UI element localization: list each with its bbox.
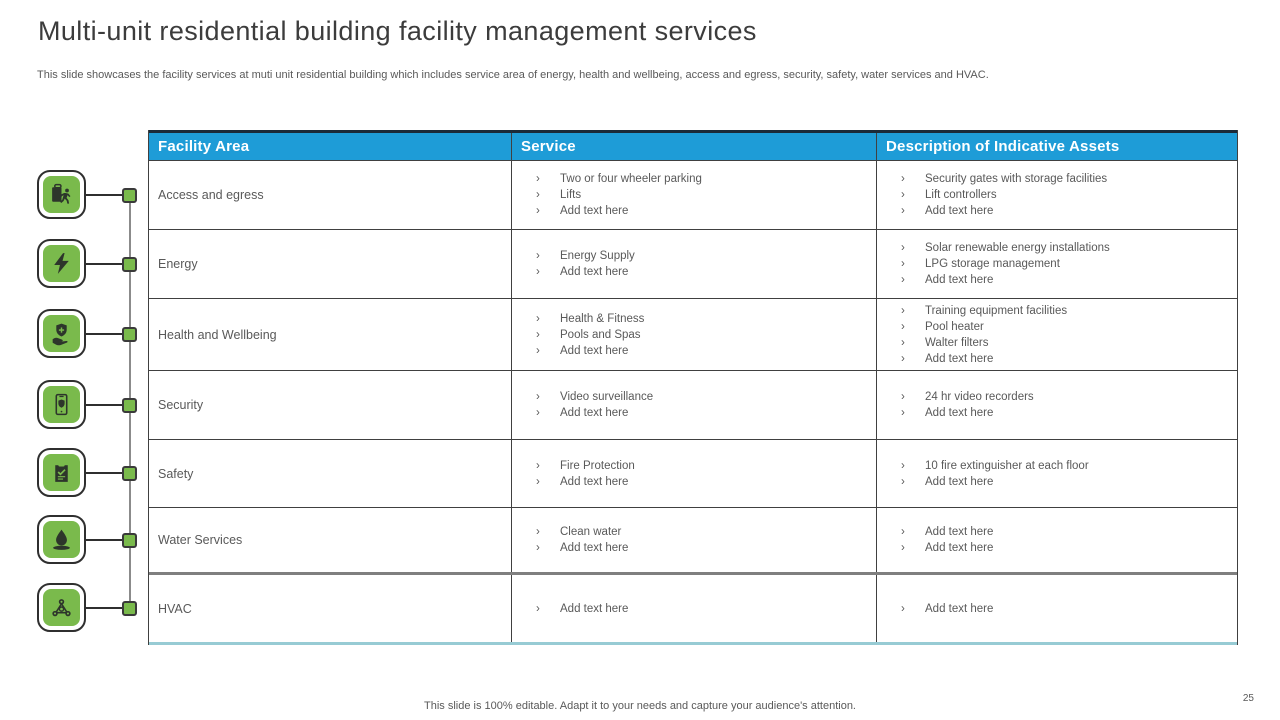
bullet-item bbox=[877, 187, 1233, 203]
rail-node bbox=[122, 398, 137, 413]
bullet-item bbox=[512, 264, 872, 280]
bullet-text: Add text here bbox=[560, 475, 629, 488]
bullet-text: Add text here bbox=[925, 407, 994, 419]
bullet-item bbox=[512, 311, 872, 327]
bullet-marker: › bbox=[536, 250, 540, 262]
bullet-item bbox=[512, 524, 872, 540]
bullet-text: Lifts bbox=[560, 189, 582, 201]
gate-person-icon bbox=[43, 176, 80, 213]
bullet-text: Add text here bbox=[560, 266, 629, 278]
bullet-marker: › bbox=[536, 542, 540, 554]
bullet-marker: › bbox=[901, 602, 905, 615]
bullet-item bbox=[877, 303, 1233, 319]
bullet-marker: › bbox=[536, 205, 540, 217]
assets-cell bbox=[876, 161, 1237, 229]
header-description: Description of Indicative Assets bbox=[876, 133, 1237, 160]
bullet-text: Health & Fitness bbox=[560, 312, 645, 325]
bullet-marker: › bbox=[901, 526, 905, 538]
connector-line bbox=[86, 607, 126, 609]
bullet-text: Add text here bbox=[925, 542, 994, 554]
bullet-item bbox=[512, 203, 872, 219]
bullet-marker: › bbox=[901, 336, 905, 349]
clipboard-check-icon bbox=[43, 454, 80, 491]
table-row bbox=[149, 371, 1237, 440]
bullet-item bbox=[512, 343, 872, 359]
bullet-item bbox=[512, 389, 872, 405]
rail-node bbox=[122, 601, 137, 616]
bullet-text: 10 fire extinguisher at each floor bbox=[925, 459, 1089, 472]
rail-node bbox=[122, 466, 137, 481]
bullet-marker: › bbox=[536, 344, 540, 357]
bullet-item bbox=[877, 389, 1233, 405]
bullet-marker: › bbox=[901, 304, 905, 317]
table-body bbox=[149, 161, 1237, 645]
facility-area-cell: Safety bbox=[158, 466, 194, 481]
bullet-text: Add text here bbox=[560, 602, 629, 615]
bullet-item bbox=[512, 474, 872, 490]
connector-line bbox=[86, 539, 126, 541]
service-cell bbox=[511, 161, 876, 229]
table-header-row bbox=[149, 130, 1237, 161]
water-drop-icon bbox=[43, 521, 80, 558]
service-cell bbox=[511, 508, 876, 572]
rail-node bbox=[122, 257, 137, 272]
header-service: Service bbox=[511, 133, 876, 160]
bullet-marker: › bbox=[901, 173, 905, 185]
facility-area-cell: Access and egress bbox=[158, 188, 264, 202]
bullet-item bbox=[877, 351, 1233, 367]
bullet-marker: › bbox=[536, 407, 540, 419]
table-row bbox=[149, 161, 1237, 230]
bullet-text: Add text here bbox=[560, 407, 629, 419]
bullet-text: Add text here bbox=[560, 205, 629, 217]
bullet-text: Training equipment facilities bbox=[925, 304, 1068, 317]
hand-shield-icon bbox=[43, 315, 80, 352]
connector-line bbox=[86, 333, 126, 335]
facility-area-cell: Water Services bbox=[158, 533, 243, 547]
rail-node bbox=[122, 533, 137, 548]
bullet-marker: › bbox=[901, 475, 905, 488]
bullet-marker: › bbox=[901, 274, 905, 286]
bullet-marker: › bbox=[536, 312, 540, 325]
bullet-text: LPG storage management bbox=[925, 258, 1060, 270]
bullet-text: Security gates with storage facilities bbox=[925, 173, 1108, 185]
bullet-text: Solar renewable energy installations bbox=[925, 242, 1110, 254]
bullet-marker: › bbox=[901, 391, 905, 403]
connector-line bbox=[86, 404, 126, 406]
water-services-icon-box bbox=[37, 515, 86, 564]
bullet-item bbox=[877, 405, 1233, 421]
assets-cell bbox=[876, 575, 1237, 642]
bullet-marker: › bbox=[901, 189, 905, 201]
assets-cell bbox=[876, 508, 1237, 572]
table-row bbox=[149, 230, 1237, 299]
slide-subtitle: This slide showcases the facility services at muti unit residential building which includes service area of energy, health and wellbeing, access and egress, security, safety, water services and HVAC. bbox=[37, 69, 989, 81]
access-and-egress-icon-box bbox=[37, 170, 86, 219]
service-cell bbox=[511, 299, 876, 370]
bullet-text: Pool heater bbox=[925, 320, 984, 333]
assets-cell bbox=[876, 371, 1237, 439]
bullet-text: Energy Supply bbox=[560, 250, 635, 262]
connector-line bbox=[86, 194, 126, 196]
bullet-text: Two or four wheeler parking bbox=[560, 173, 702, 185]
energy-icon-box bbox=[37, 239, 86, 288]
bullet-text: Add text here bbox=[925, 602, 994, 615]
hvac-system-icon bbox=[43, 589, 80, 626]
bullet-marker: › bbox=[901, 258, 905, 270]
bullet-item bbox=[512, 540, 872, 556]
bullet-marker: › bbox=[901, 459, 905, 472]
connector-line bbox=[86, 472, 126, 474]
bullet-item bbox=[877, 524, 1233, 540]
bullet-item bbox=[877, 240, 1233, 256]
bullet-item bbox=[877, 474, 1233, 490]
bullet-item bbox=[512, 248, 872, 264]
bullet-text: Walter filters bbox=[925, 336, 989, 349]
bullet-item bbox=[877, 272, 1233, 288]
hvac-icon-box bbox=[37, 583, 86, 632]
assets-cell bbox=[876, 230, 1237, 298]
table-row bbox=[149, 575, 1237, 645]
bullet-item bbox=[877, 540, 1233, 556]
bullet-text: Lift controllers bbox=[925, 189, 997, 201]
service-cell bbox=[511, 230, 876, 298]
table-row bbox=[149, 440, 1237, 508]
security-icon-box bbox=[37, 380, 86, 429]
bullet-text: Fire Protection bbox=[560, 459, 635, 472]
bullet-text: Clean water bbox=[560, 526, 622, 538]
bullet-text: Add text here bbox=[925, 526, 994, 538]
bullet-item bbox=[877, 171, 1233, 187]
header-facility-area: Facility Area bbox=[158, 138, 250, 155]
bullet-item bbox=[877, 319, 1233, 335]
facility-area-cell: Energy bbox=[158, 257, 198, 271]
safety-icon-box bbox=[37, 448, 86, 497]
bullet-text: Add text here bbox=[560, 344, 629, 357]
bullet-marker: › bbox=[536, 602, 540, 615]
bullet-text: Add text here bbox=[925, 274, 994, 286]
bullet-marker: › bbox=[536, 475, 540, 488]
connector-line bbox=[86, 263, 126, 265]
bullet-item bbox=[512, 601, 872, 617]
bullet-marker: › bbox=[536, 266, 540, 278]
facility-table bbox=[148, 130, 1238, 645]
bullet-marker: › bbox=[536, 526, 540, 538]
lightning-bolt-icon bbox=[43, 245, 80, 282]
bullet-item bbox=[512, 458, 872, 474]
service-cell bbox=[511, 575, 876, 642]
page-number: 25 bbox=[1242, 693, 1254, 704]
bullet-marker: › bbox=[901, 407, 905, 419]
footer-note: This slide is 100% editable. Adapt it to your needs and capture your audience's attention. bbox=[424, 700, 856, 712]
phone-shield-icon bbox=[43, 386, 80, 423]
bullet-marker: › bbox=[536, 189, 540, 201]
bullet-text: Pools and Spas bbox=[560, 328, 641, 341]
rail-node bbox=[122, 327, 137, 342]
bullet-item bbox=[877, 335, 1233, 351]
bullet-text: Add text here bbox=[925, 205, 994, 217]
bullet-item bbox=[877, 203, 1233, 219]
bullet-marker: › bbox=[536, 459, 540, 472]
bullet-item bbox=[877, 256, 1233, 272]
table-row bbox=[149, 299, 1237, 371]
facility-area-cell: HVAC bbox=[158, 601, 192, 616]
bullet-marker: › bbox=[536, 173, 540, 185]
bullet-text: Add text here bbox=[925, 475, 994, 488]
bullet-marker: › bbox=[536, 328, 540, 341]
service-cell bbox=[511, 440, 876, 507]
bullet-marker: › bbox=[901, 320, 905, 333]
page-title: Multi-unit residential building facility management services bbox=[38, 16, 757, 46]
bullet-item bbox=[877, 458, 1233, 474]
bullet-item bbox=[512, 405, 872, 421]
bullet-marker: › bbox=[901, 352, 905, 365]
bullet-text: Add text here bbox=[925, 352, 994, 365]
assets-cell bbox=[876, 440, 1237, 507]
health-and-wellbeing-icon-box bbox=[37, 309, 86, 358]
service-cell bbox=[511, 371, 876, 439]
bullet-marker: › bbox=[901, 242, 905, 254]
facility-area-cell: Security bbox=[158, 398, 204, 412]
bullet-item bbox=[512, 187, 872, 203]
bullet-text: 24 hr video recorders bbox=[925, 391, 1034, 403]
rail-node bbox=[122, 188, 137, 203]
bullet-text: Video surveillance bbox=[560, 391, 654, 403]
bullet-item bbox=[877, 601, 1233, 617]
bullet-marker: › bbox=[536, 391, 540, 403]
assets-cell bbox=[876, 299, 1237, 370]
bullet-item bbox=[512, 327, 872, 343]
table-row bbox=[149, 508, 1237, 575]
bullet-marker: › bbox=[901, 205, 905, 217]
facility-area-cell: Health and Wellbeing bbox=[158, 327, 277, 342]
bullet-text: Add text here bbox=[560, 542, 629, 554]
bullet-item bbox=[512, 171, 872, 187]
bullet-marker: › bbox=[901, 542, 905, 554]
